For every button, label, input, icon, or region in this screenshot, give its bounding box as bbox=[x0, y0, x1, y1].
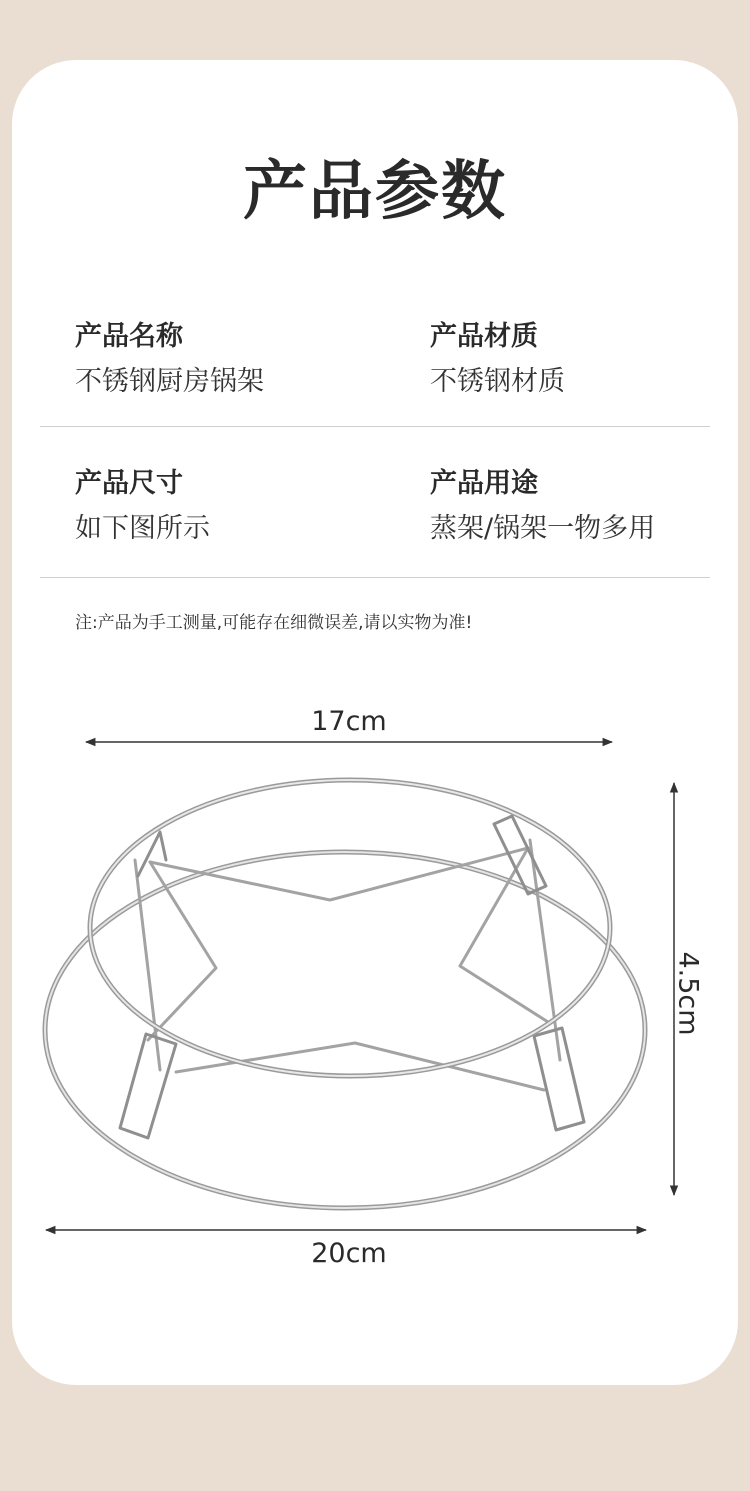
spec-label: 产品名称 bbox=[75, 321, 183, 352]
page-title: 产品参数 bbox=[243, 155, 507, 229]
top-width-label: 17cm bbox=[311, 706, 387, 737]
spec-value: 不锈钢厨房锅架 bbox=[75, 366, 264, 397]
spec-label: 产品材质 bbox=[430, 321, 538, 352]
spec-value: 蒸架/锅架一物多用 bbox=[430, 513, 656, 544]
measurement-note: 注:产品为手工测量,可能存在细微误差,请以实物为准! bbox=[75, 613, 473, 633]
height-label: 4.5cm bbox=[672, 951, 704, 1036]
spec-value: 如下图所示 bbox=[75, 513, 210, 544]
spec-label: 产品用途 bbox=[430, 468, 538, 499]
bottom-width-label: 20cm bbox=[311, 1238, 387, 1269]
rack-legs bbox=[120, 816, 584, 1138]
spec-label: 产品尺寸 bbox=[75, 468, 183, 499]
top-ring bbox=[90, 780, 610, 1076]
spec-value: 不锈钢材质 bbox=[430, 366, 565, 397]
